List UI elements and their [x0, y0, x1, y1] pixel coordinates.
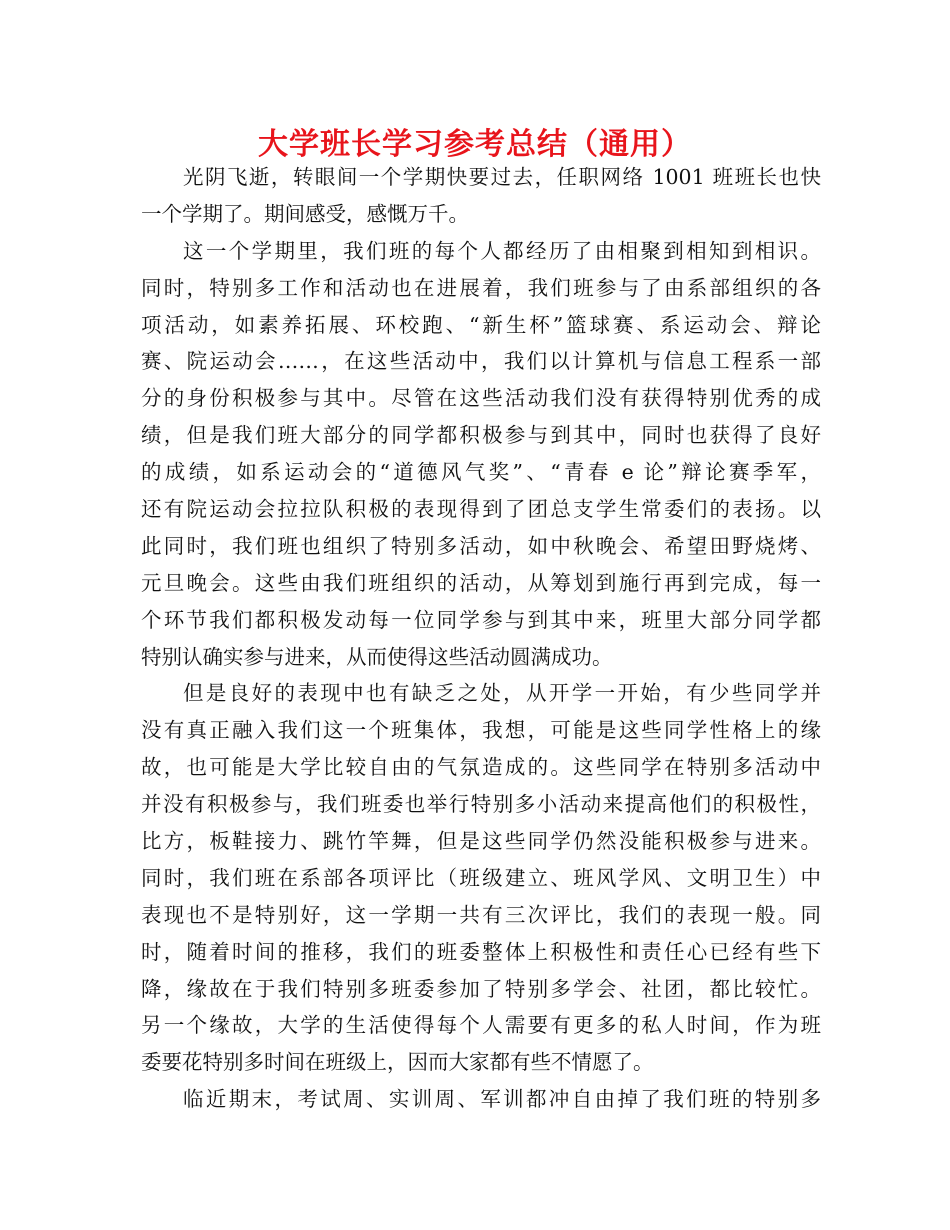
text-line: 此同时，我们班也组织了特别多活动，如中秋晚会、希望田野烧烤、	[141, 533, 821, 558]
text-line: 但是良好的表现中也有缺乏之处，从开学一开始，有少些同学并	[183, 681, 821, 706]
text-line: 赛、院运动会……，在这些活动中，我们以计算机与信息工程系一部	[141, 349, 821, 374]
paragraph-4	[141, 1081, 821, 1118]
text-line: 时，随着时间的推移，我们的班委整体上积极性和责任心已经有些下	[141, 939, 821, 964]
text-line: 并没有积极参与，我们班委也举行特别多小活动来提高他们的积极性，	[141, 792, 821, 817]
text-line: 比方，板鞋接力、跳竹竿舞，但是这些同学仍然没能积极参与进来。	[141, 829, 821, 854]
text-line: 同时，特别多工作和活动也在进展着，我们班参与了由系部组织的各	[141, 275, 821, 300]
text-line: 另一个缘故，大学的生活使得每个人需要有更多的私人时间，作为班	[141, 1013, 821, 1038]
text-line: 分的身份积极参与其中。尽管在这些活动我们没有获得特别优秀的成	[141, 386, 821, 411]
text-line: 同时，我们班在系部各项评比（班级建立、班风学风、文明卫生）中	[141, 865, 821, 890]
text-line: 临近期末，考试周、实训周、军训都冲自由掉了我们班的特别多	[183, 1087, 821, 1112]
text-line: 元旦晚会。这些由我们班组织的活动，从筹划到施行再到完成，每一	[141, 570, 821, 595]
document-title: 大学班长学习参考总结（通用）	[258, 127, 692, 162]
text-line: 光阴飞逝，转眼间一个学期快要过去，任职网络 1001 班班长也快	[183, 165, 821, 189]
text-line: 还有院运动会拉拉队积极的表现得到了团总支学生常委们的表扬。以	[141, 497, 821, 522]
text-line: 没有真正融入我们这一个班集体，我想，可能是这些同学性格上的缘	[141, 718, 821, 743]
paragraph-2	[141, 233, 821, 676]
text-line: 的成绩，如系运动会的“道德风气奖”、“青春 e 论”辩论赛季军，	[141, 460, 821, 485]
text-line: 委要花特别多时间在班级上，因而大家都有些不情愿了。	[141, 1050, 654, 1075]
text-line: 特别认确实参与进来，从而使得这些活动圆满成功。	[141, 644, 613, 669]
text-line: 一个学期了。期间感受，感慨万千。	[141, 201, 469, 226]
text-line: 表现也不是特别好，这一学期一共有三次评比，我们的表现一般。同	[141, 902, 821, 927]
text-line: 这一个学期里，我们班的每个人都经历了由相聚到相知到相识。	[183, 238, 821, 263]
text-line: 故，也可能是大学比较自由的气氛造成的。这些同学在特别多活动中	[141, 755, 821, 780]
text-line: 项活动，如素养拓展、环校跑、“新生杯”篮球赛、系运动会、辩论	[141, 312, 821, 337]
document-body	[141, 159, 821, 1118]
text-line: 个环节我们都积极发动每一位同学参与到其中来，班里大部分同学都	[141, 607, 821, 632]
paragraph-3	[141, 675, 821, 1081]
text-line: 绩，但是我们班大部分的同学都积极参与到其中，同时也获得了良好	[141, 423, 821, 448]
paragraph-1	[141, 159, 821, 233]
text-line: 降，缘故在于我们特别多班委参加了特别多学会、社团，都比较忙。	[141, 976, 821, 1001]
